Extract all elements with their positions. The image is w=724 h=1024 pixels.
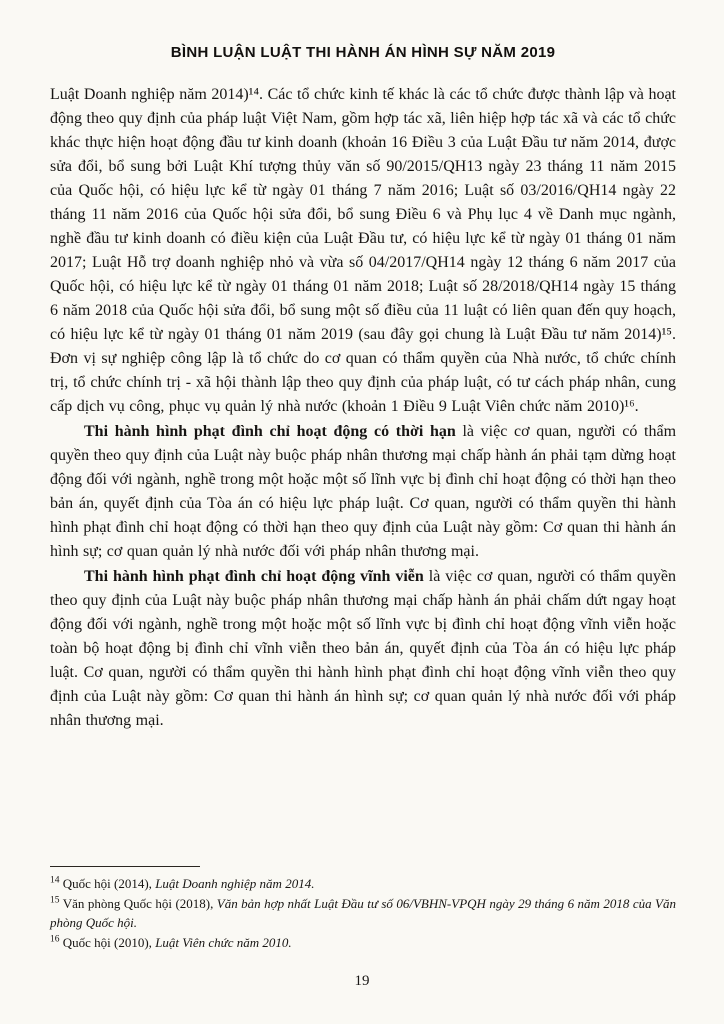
footnote-14 bbox=[50, 874, 676, 894]
page-number: 19 bbox=[354, 973, 370, 989]
paragraph-2-lead: Thi hành hình phạt đình chỉ hoạt động có thời hạn bbox=[84, 423, 456, 440]
footnote-15 bbox=[50, 894, 676, 933]
footnote-16-marker: 16 bbox=[50, 934, 60, 945]
footnote-separator bbox=[50, 866, 200, 867]
page-header-title: BÌNH LUẬN LUẬT THI HÀNH ÁN HÌNH SỰ NĂM 2019 bbox=[170, 44, 556, 61]
paragraph-2-text: là việc cơ quan, người có thẩm quyền theo quy định của Luật này buộc pháp nhân thương mại chấp hành án phải tạm dừng hoạt động đối với ngành, nghề trong một hoặc một số lĩnh vực bị đình chỉ hoạt động có thời hạn theo bản án, quyết định của Tòa án có hiệu lực pháp luật. Cơ quan, người có thẩm quyền thi hành hình phạt đình chỉ hoạt động có thời hạn theo quy định của Luật này gồm: Cơ quan thi hành án hình sự; cơ quan quản lý nhà nước đối với pháp nhân thương mại. bbox=[50, 423, 677, 560]
footnote-14-text: Quốc hội (2014), bbox=[59, 876, 156, 891]
paragraph-3-lead: Thi hành hình phạt đình chỉ hoạt động vĩnh viễn bbox=[84, 568, 424, 585]
paragraph-3-text: là việc cơ quan, người có thẩm quyền theo quy định của Luật này buộc pháp nhân thương mại chấp hành án phải chấm dứt ngay hoạt động đối với ngành, nghề trong một hoặc một số lĩnh vực bị đình chỉ hoạt động vĩnh viễn hoặc toàn bộ hoạt động bị đình chỉ vĩnh viễn theo bản án, quyết định của Tòa án có hiệu lực pháp luật. Cơ quan, người có thẩm quyền thi hành hình phạt đình chỉ hoạt động vĩnh viễn theo quy định của Luật này gồm: Cơ quan thi hành án hình sự; cơ quan quản lý nhà nước đối với pháp nhân thương mại. bbox=[50, 568, 676, 729]
footnotes-section bbox=[50, 866, 676, 952]
footnote-15-marker: 15 bbox=[50, 895, 60, 906]
footnote-16-title: Luật Viên chức năm 2010. bbox=[155, 934, 292, 950]
footnote-16-text: Quốc hội (2010), bbox=[59, 934, 156, 950]
footnote-14-marker: 14 bbox=[50, 875, 60, 886]
footnote-15-text: Văn phòng Quốc hội (2018), bbox=[59, 895, 217, 911]
paragraph-3 bbox=[50, 565, 676, 733]
page-content bbox=[50, 44, 676, 734]
paragraph-2 bbox=[50, 420, 676, 564]
footnote-14-title: Luật Doanh nghiệp năm 2014. bbox=[155, 876, 315, 891]
footnote-16 bbox=[50, 933, 676, 953]
paragraph-1: Luật Doanh nghiệp năm 2014)¹⁴. Các tổ chức kinh tế khác là các tổ chức được thành lập và hoạt động theo quy định của pháp luật Việt Nam, gồm hợp tác xã, liên hiệp hợp tác xã và các tổ chức khác thực hiện hoạt động đầu tư kinh doanh (khoản 16 Điều 3 của Luật Đầu tư năm 2014, được sửa đổi, bổ sung bởi Luật Khí tượng thủy văn số 90/2015/QH13 ngày 23 tháng 11 năm 2015 của Quốc hội, có hiệu lực kể từ ngày 01 tháng 7 năm 2016; Luật số 03/2016/QH14 ngày 22 tháng 11 năm 2016 của Quốc hội sửa đổi, bổ sung Điều 6 và Phụ lục 4 về Danh mục ngành, nghề đầu tư kinh doanh có điều kiện của Luật Đầu tư, có hiệu lực kể từ ngày 01 tháng 01 năm 2017; Luật Hỗ trợ doanh nghiệp nhỏ và vừa số 04/2017/QH14 ngày 12 tháng 6 năm 2017 của Quốc hội, có hiệu lực kể từ ngày 01 tháng 01 năm 2018; Luật số 28/2018/QH14 ngày 15 tháng 6 năm 2018 của Quốc hội sửa đổi, bổ sung một số điều của 11 luật có liên quan đến quy hoạch, có hiệu lực kể từ ngày 01 tháng 01 năm 2019 (sau đây gọi chung là Luật Đầu tư năm 2014)¹⁵. Đơn vị sự nghiệp công lập là tổ chức do cơ quan có thẩm quyền của Nhà nước, tổ chức chính trị, tổ chức chính trị - xã hội thành lập theo quy định của pháp luật, có tư cách pháp nhân, cung cấp dịch vụ công, phục vụ quản lý nhà nước (khoản 1 Điều 9 Luật Viên chức năm 2010)¹⁶. bbox=[50, 86, 676, 415]
footnote-15-title: Văn bản hợp nhất Luật Đầu tư số 06/VBHN-VPQH ngày 29 tháng 6 năm 2018 của Văn phòng Quốc hội. bbox=[50, 895, 676, 930]
